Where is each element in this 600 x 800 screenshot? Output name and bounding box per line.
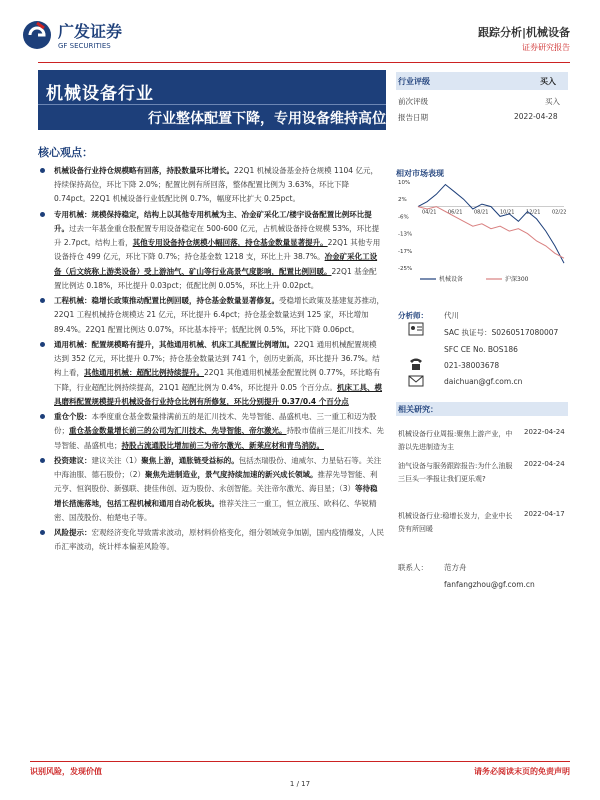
contact-email[interactable]: fanfangzhou@gf.com.cn [444, 580, 535, 589]
bullet-special-machinery: 专用机械：规模保持稳定，结构上以其他专用机械为主、冶金矿采化工/楼宇设备配置比例环比提升。过去一年基金重仓股配置专用设备稳定在 500-600 亿元，占机械设备持仓规模 53%，环比提升 2.7pct。结构上看，其他专用设备持仓规模小幅回落，持仓基金数量显著提升。22Q1 其他专用设备持仓 499 亿元，环比下降 0.7%；持仓基金数 1218 支，环比上升 38.7%。冶金矿采化工设备（后文统称上游类设备）受上游油气、矿山等行业高景气度影响，配置比例回暖。22Q1 基金配置比例达 0.18%，环比提升 0.03pct；低配比例 0.05%，环比上升 0.02pct。 [38, 208, 384, 293]
series-line-machinery [418, 185, 567, 264]
analyst-email[interactable]: daichuan@gf.com.cn [444, 377, 523, 386]
analyst-sfc-number: SFC CE No. BOS186 [444, 345, 518, 354]
core-views-list [38, 164, 384, 556]
x-tick-label: 02/22 [552, 209, 567, 216]
industry-title: 机械设备行业 [46, 84, 154, 104]
y-tick-label: 2% [398, 197, 407, 204]
y-tick-label: -25% [398, 266, 413, 272]
chart-title: 相对市场表现 [396, 169, 444, 178]
previous-rating-label: 前次评级 [398, 97, 428, 106]
rating-label: 行业评级 [398, 77, 430, 86]
x-tick-label: 04/21 [422, 209, 437, 216]
banner-divider [38, 104, 386, 105]
legend-label-machinery: 机械设备 [439, 276, 464, 283]
legend-label-csi300: 沪深300 [505, 276, 529, 283]
related-report-title[interactable]: 机械设备行业周报:聚焦上游产业，中游以先进制造为主 [398, 430, 513, 451]
related-report-title[interactable]: 机械设备行业:稳增长发力，企业中长贷有所回暖 [398, 512, 513, 533]
id-card-icon [408, 322, 424, 336]
header-divider [38, 62, 570, 63]
bullet-dot-icon [40, 530, 45, 535]
bullet-construction-machinery: 工程机械：稳增长政策推动配置比例回暖，持仓基金数量显著修复。受稳增长政策及基建复苏推动，22Q1 工程机械持仓规模达 21 亿元，环比提升 6.4pct；持仓基金数量达到 125 家，环比增加 89.4%。22Q1 配置比例达 0.07%，环比基本持平；低配比例 0.5%，环比下降 0.06pct。 [38, 294, 384, 337]
relative-performance-chart [396, 176, 568, 286]
related-research-heading: 相关研究： [398, 405, 438, 414]
bullet-dot-icon [40, 298, 45, 303]
previous-rating-value: 买入 [545, 97, 560, 106]
report-date-value: 2022-04-28 [514, 112, 558, 121]
core-views-heading: 核心观点： [38, 146, 93, 159]
logo-text: 广发证券 [58, 22, 123, 41]
logo-subtext: GF SECURITIES [58, 42, 111, 50]
phone-icon [408, 357, 424, 371]
footer-slogan: 识别风险，发现价值 [30, 767, 102, 776]
related-report-date: 2022-04-24 [524, 428, 565, 436]
email-icon [408, 374, 424, 388]
contact-name: 范方舟 [444, 563, 467, 572]
gf-securities-logo [22, 18, 172, 52]
x-tick-label: 10/21 [500, 209, 515, 216]
related-report-date: 2022-04-17 [524, 510, 565, 518]
footer-disclaimer-note: 请务必阅读末页的免责声明 [474, 767, 570, 776]
analyst-sac-number: SAC 执证号：S0260517080007 [444, 328, 559, 337]
x-tick-label: 06/21 [448, 209, 463, 216]
report-headline: 行业整体配置下降，专用设备维持高位 [148, 111, 386, 127]
analyst-label: 分析师： [398, 311, 428, 320]
y-tick-label: 10% [398, 180, 411, 186]
y-tick-label: -13% [398, 231, 413, 238]
bullet-risk-warning: 风险提示：宏观经济变化导致需求波动，原材料价格变化，细分领域竞争加剧，国内疫情爆发，人民币汇率波动，统计样本偏差风险等。 [38, 526, 384, 554]
report-type: 证券研究报告 [522, 43, 570, 52]
report-category: 跟踪分析|机械设备 [477, 26, 570, 39]
bullet-holdings: 机械设备行业持仓规模略有回落，持股数量环比增长。22Q1 机械设备基金持仓规模 1104 亿元，持续保持高位，环比下降 2.0%；配置比例有所回落，整体配置比例为 3.63%，环比下降 0.74pct。22Q1 机械设备行业低配比例 0.7%，幅度环比扩大 0.25pct。 [38, 164, 384, 207]
related-report-title[interactable]: 油气设备与服务跟踪报告:为什么油服三巨头一季报让我们更乐观? [398, 462, 513, 483]
x-tick-label: 12/21 [526, 209, 541, 216]
x-tick-label: 08/21 [474, 209, 489, 216]
analyst-name: 代川 [444, 311, 459, 320]
bullet-dot-icon [40, 342, 45, 347]
rating-value: 买入 [540, 77, 556, 86]
bullet-investment-advice: 投资建议：建议关注（1）聚焦上游，通胀链受益标的。包括杰瑞股份、迪威尔、力星钻石等。关注中海油服、德石股份；（2）聚焦先进制造业，景气度持续加速的新兴成长领域。推荐先导智能、利元亨、恒润股份、新强联、捷佳伟创、迈为股份、永创智能。关注帝尔激光、海目星；（3）等待稳增长措施落地，包括工程机械和通用自动化板块。推荐关注三一重工，恒立液压、欧科亿、华锐精密、国茂股份、柏楚电子等。 [38, 454, 384, 525]
report-date-label: 报告日期 [398, 113, 428, 122]
bullet-dot-icon [40, 212, 45, 217]
bullet-top-holdings: 重仓个股：本季度重仓基金数量排满前五的是汇川技术、先导智能、晶盛机电、三一重工和迈为股份；重仓基金数量增长前三的公司为汇川技术、先导智能、帝尔激光。持股市值前三是汇川技术、先导智能、晶盛机电；持股占流通股比增加前三为帝尔激光、新莱应材和青鸟消防。 [38, 410, 384, 453]
series-line-csi300 [418, 207, 567, 259]
y-tick-label: -17% [398, 248, 413, 255]
related-report-date: 2022-04-24 [524, 460, 565, 468]
bullet-dot-icon [40, 414, 45, 419]
bullet-dot-icon [40, 458, 45, 463]
page-number: 1 / 17 [289, 780, 311, 788]
bullet-dot-icon [40, 168, 45, 173]
analyst-phone: 021-38003678 [444, 361, 500, 370]
bullet-general-machinery: 通用机械：配置规模略有提升，其他通用机械、机床工具配置比例增加。22Q1 通用机械配置规模达到 352 亿元，环比提升 0.7%；持仓基金数量达到 741 个，创历史新高，环比提升 36.7%。结构上看，其他通用机械：超配比例持续提升。22Q1 其他通用机械基金配置比例 0.77%，环比略有下降，行业超配比例持续提高，21Q1 超配比例为 0.4%，环比提升 0.05 个百分点。机床工具、模具磨料配置规模提升机械设备行业持仓比例有所修复，环比分别提升 0.37/0.4 个百分点 [38, 338, 384, 409]
y-tick-label: -6% [398, 214, 409, 221]
contact-label: 联系人： [398, 563, 428, 572]
footer-divider [30, 761, 570, 762]
